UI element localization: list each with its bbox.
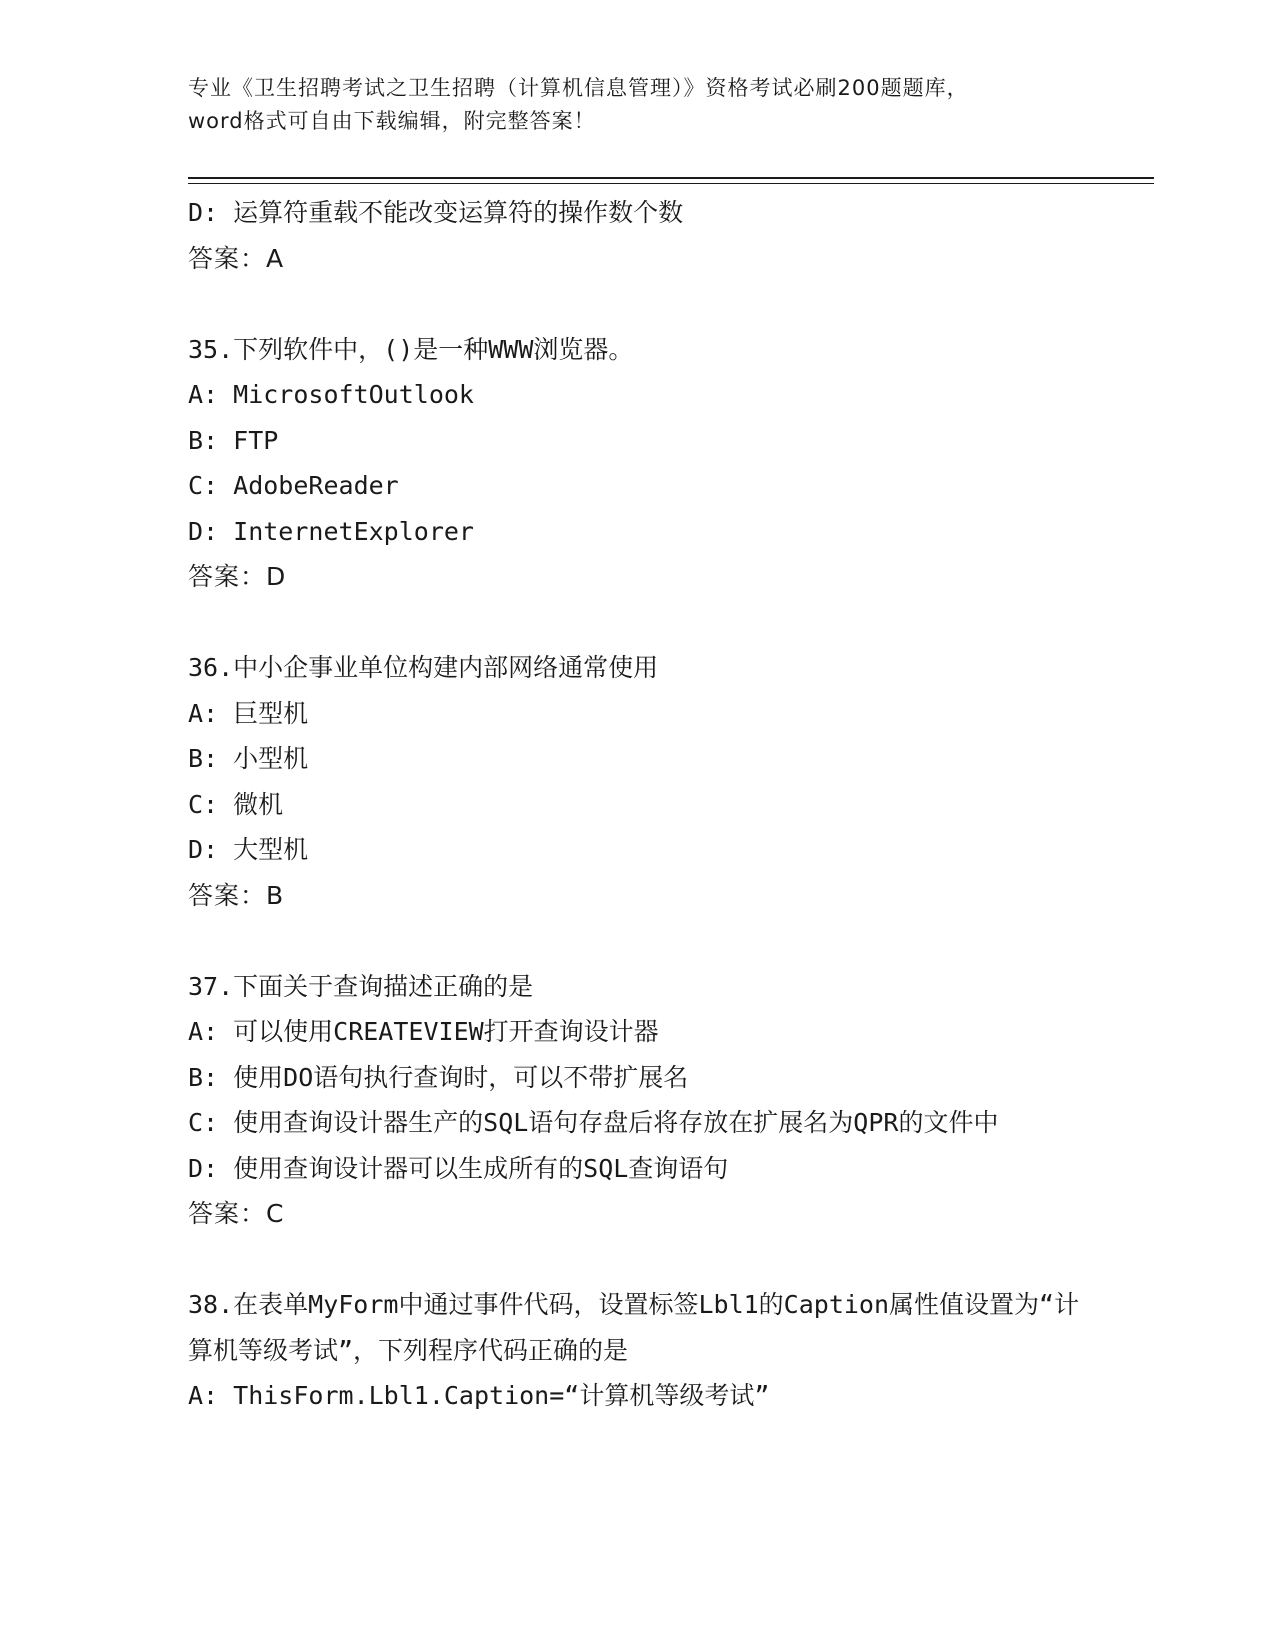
option-c: C: 微机 xyxy=(188,789,284,819)
intro-block xyxy=(188,190,1088,281)
option-a: A: ThisForm.Lbl1.Caption=“计算机等级考试” xyxy=(188,1381,770,1410)
header-line-1: 专业《卫生招聘考试之卫生招聘（计算机信息管理）》资格考试必刷200题题库， xyxy=(188,76,969,100)
answer: 答案：A xyxy=(188,243,285,273)
option-b: B: FTP xyxy=(188,425,279,455)
option-c: C: 使用查询设计器生产的SQL语句存盘后将存放在扩展名为QPR的文件中 xyxy=(188,1108,999,1137)
question-stem: 35.下列软件中，()是一种WWW浏览器。 xyxy=(188,334,634,364)
option-a: A: 巨型机 xyxy=(188,698,309,728)
option-a: A: MicrosoftOutlook xyxy=(188,380,474,409)
question-block-35 xyxy=(188,327,1088,600)
document-header xyxy=(188,72,1088,138)
header-divider-thick xyxy=(188,177,1154,179)
option-c: C: AdobeReader xyxy=(188,471,399,500)
answer: 答案：C xyxy=(188,1199,285,1228)
answer: 答案：B xyxy=(188,880,285,910)
option-a: A: 可以使用CREATEVIEW打开查询设计器 xyxy=(188,1017,659,1046)
document-body xyxy=(188,190,1088,1419)
question-block-37 xyxy=(188,964,1088,1237)
header-divider-thin xyxy=(188,183,1154,184)
question-block-38 xyxy=(188,1282,1088,1419)
question-stem: 38.在表单MyForm中通过事件代码，设置标签Lbl1的Caption属性值设置为“计算机等级考试”，下列程序代码正确的是 xyxy=(188,1290,1080,1365)
option-b: B: 使用DO语句执行查询时，可以不带扩展名 xyxy=(188,1062,689,1092)
option-d: D: 大型机 xyxy=(188,835,309,864)
option-d: D: InternetExplorer xyxy=(188,516,474,546)
option-b: B: 小型机 xyxy=(188,744,309,773)
answer: 答案：D xyxy=(188,562,287,591)
option-d: D: 运算符重载不能改变运算符的操作数个数 xyxy=(188,198,684,227)
question-stem: 37.下面关于查询描述正确的是 xyxy=(188,971,534,1001)
header-line-2: word格式可自由下载编辑，附完整答案！ xyxy=(188,109,596,133)
question-stem: 36.中小企事业单位构建内部网络通常使用 xyxy=(188,653,659,682)
option-d: D: 使用查询设计器可以生成所有的SQL查询语句 xyxy=(188,1153,729,1183)
question-block-36 xyxy=(188,645,1088,918)
